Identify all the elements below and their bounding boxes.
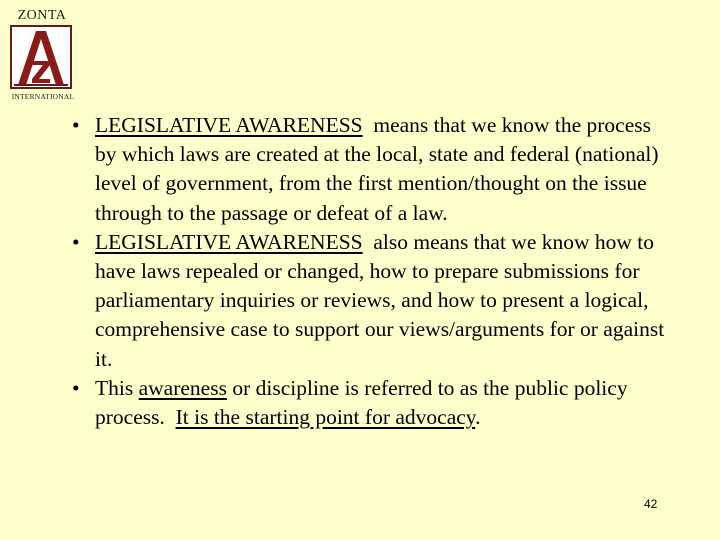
underlined-text: LEGISLATIVE AWARENESS <box>95 229 363 254</box>
bullet-text: means that we know the process by which laws are created at the local, state and federal (national) level of government, from the first mention/thought on the issue through to the passage or defeat of a law. <box>95 113 664 225</box>
bullet-icon: • <box>72 113 80 137</box>
bullet-text: or discipline is referred to as the public policy process. <box>95 375 633 430</box>
bullet-list <box>72 111 672 432</box>
bullet-text: . <box>475 405 481 430</box>
page-number: 42 <box>644 497 658 511</box>
bullet-item <box>72 111 672 228</box>
underlined-text: LEGISLATIVE AWARENESS <box>95 113 363 137</box>
underlined-text: It is the starting point for advocacy <box>175 405 476 430</box>
bullet-item <box>72 374 672 432</box>
zonta-logo <box>6 8 78 100</box>
bullet-text: also means that we know how to have laws repealed or changed, how to prepare submissions for parliamentary inquiries or reviews, and how to present a logical, comprehensive case to support our views/arguments for or against it. <box>95 229 670 371</box>
bullet-icon: • <box>72 375 80 400</box>
bullet-item <box>72 228 672 374</box>
logo-top-text: ZONTA <box>17 8 67 23</box>
underlined-text: awareness <box>138 375 227 400</box>
bullet-text: This <box>95 375 139 400</box>
bullet-icon: • <box>72 229 80 254</box>
logo-bottom-text: INTERNATIONAL <box>11 92 75 101</box>
logo-emblem <box>10 25 72 89</box>
